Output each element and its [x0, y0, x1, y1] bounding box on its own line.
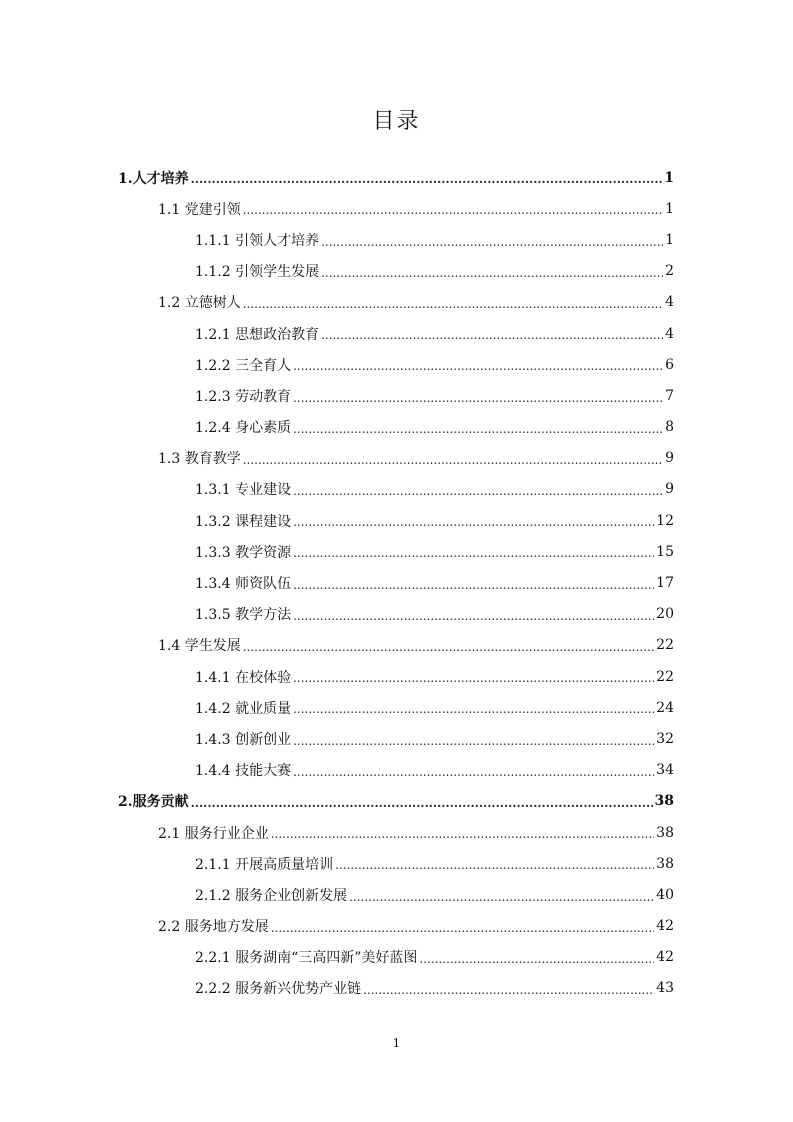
dot-leader: [293, 609, 654, 630]
toc-entry[interactable]: [0, 505, 793, 536]
toc-entry-label: 1.2.2 三全育人: [195, 357, 292, 374]
toc-entry-page: 22: [656, 668, 674, 685]
toc-entry[interactable]: [0, 817, 793, 848]
toc-entry-label: 1.2 立德树人: [158, 295, 241, 312]
toc-entry-page: 7: [665, 387, 674, 404]
toc-entry-page: 42: [656, 918, 674, 935]
toc-entry[interactable]: [0, 349, 793, 380]
toc-entry-label: 2.2.2 服务新兴优势产业链: [195, 981, 362, 998]
toc-entry[interactable]: [0, 162, 793, 193]
toc-entry-label: 1.3.4 师资队伍: [195, 576, 292, 593]
toc-entry-label: 1.4.2 就业质量: [195, 700, 292, 717]
toc-entry[interactable]: [0, 786, 793, 817]
toc-entry-label: 1.3.1 专业建设: [195, 482, 292, 499]
toc-entry-page: 24: [656, 699, 674, 716]
toc-entry[interactable]: [0, 287, 793, 318]
toc-entry[interactable]: [0, 380, 793, 411]
toc-entry-label: 1.3.3 教学资源: [195, 544, 292, 561]
toc-entry-label: 1.1.1 引领人才培养: [195, 232, 320, 249]
toc-entry-page: 40: [656, 886, 674, 903]
dot-leader: [293, 734, 654, 755]
dot-leader: [293, 671, 654, 692]
dot-leader: [335, 858, 654, 879]
dot-leader: [321, 266, 663, 287]
dot-leader: [349, 890, 654, 911]
toc-entry-page: 20: [656, 606, 674, 623]
toc-entry-label: 2.1 服务行业企业: [158, 825, 269, 842]
toc-entry[interactable]: [0, 256, 793, 287]
dot-leader: [293, 391, 663, 412]
toc-entry-page: 8: [665, 419, 674, 436]
toc-entry[interactable]: [0, 973, 793, 1004]
toc-entry-label: 1.2.4 身心素质: [195, 420, 292, 437]
toc-entry-page: 1: [664, 169, 674, 186]
toc-entry-label: 2.2 服务地方发展: [158, 919, 269, 936]
toc-entry-label: 1.人才培养: [118, 170, 189, 187]
dot-leader: [191, 172, 663, 193]
dot-leader: [293, 578, 654, 599]
toc-entry-page: 12: [656, 512, 674, 529]
toc-entry-page: 15: [656, 543, 674, 560]
toc-entry[interactable]: [0, 224, 793, 255]
table-of-contents: [0, 162, 793, 1004]
toc-entry[interactable]: [0, 599, 793, 630]
toc-entry-page: 2: [665, 263, 674, 280]
toc-entry-label: 1.3.5 教学方法: [195, 607, 292, 624]
dot-leader: [243, 640, 654, 661]
toc-entry-label: 1.3 教育教学: [158, 451, 241, 468]
toc-entry-page: 1: [665, 200, 674, 217]
toc-entry-label: 1.1 党建引领: [158, 201, 241, 218]
toc-entry[interactable]: [0, 567, 793, 598]
dot-leader: [293, 422, 663, 443]
dot-leader: [243, 203, 663, 224]
dot-leader: [271, 827, 654, 848]
toc-entry[interactable]: [0, 318, 793, 349]
toc-entry-label: 2.1.2 服务企业创新发展: [195, 887, 348, 904]
toc-entry-page: 38: [654, 793, 674, 810]
toc-entry-label: 1.1.2 引领学生发展: [195, 264, 320, 281]
toc-entry-page: 1: [665, 231, 674, 248]
toc-entry-label: 1.2.1 思想政治教育: [195, 326, 320, 343]
dot-leader: [419, 952, 654, 973]
dot-leader: [293, 484, 663, 505]
toc-entry-page: 32: [656, 730, 674, 747]
toc-entry-page: 34: [656, 762, 674, 779]
toc-entry-page: 9: [665, 450, 674, 467]
toc-entry-page: 17: [656, 575, 674, 592]
toc-entry-label: 2.服务贡献: [118, 794, 189, 811]
toc-entry[interactable]: [0, 692, 793, 723]
toc-entry[interactable]: [0, 443, 793, 474]
toc-entry-page: 22: [656, 637, 674, 654]
dot-leader: [293, 359, 663, 380]
toc-entry[interactable]: [0, 723, 793, 754]
toc-entry-page: 43: [656, 980, 674, 997]
toc-entry[interactable]: [0, 536, 793, 567]
toc-entry-page: 42: [656, 949, 674, 966]
toc-entry-label: 1.4.3 创新创业: [195, 731, 292, 748]
toc-entry-page: 38: [656, 824, 674, 841]
dot-leader: [293, 546, 654, 567]
toc-entry-page: 4: [665, 294, 674, 311]
toc-entry[interactable]: [0, 911, 793, 942]
dot-leader: [363, 983, 654, 1004]
toc-entry-label: 1.4.1 在校体验: [195, 669, 292, 686]
dot-leader: [293, 765, 654, 786]
toc-entry[interactable]: [0, 879, 793, 910]
dot-leader: [243, 297, 663, 318]
toc-entry[interactable]: [0, 630, 793, 661]
toc-entry-label: 1.4 学生发展: [158, 638, 241, 655]
toc-entry[interactable]: [0, 412, 793, 443]
toc-entry-label: 1.2.3 劳动教育: [195, 388, 292, 405]
toc-entry-page: 38: [656, 855, 674, 872]
toc-entry-page: 9: [665, 481, 674, 498]
toc-entry-page: 4: [665, 325, 674, 342]
toc-entry[interactable]: [0, 474, 793, 505]
toc-entry-label: 2.1.1 开展高质量培训: [195, 856, 334, 873]
dot-leader: [321, 235, 663, 256]
dot-leader: [191, 796, 653, 817]
dot-leader: [271, 921, 654, 942]
toc-entry-label: 1.4.4 技能大赛: [195, 763, 292, 780]
page-number: 1: [392, 1036, 401, 1050]
toc-entry-page: 6: [665, 356, 674, 373]
dot-leader: [293, 515, 654, 536]
toc-entry-label: 2.2.1 服务湖南“三高四新”美好蓝图: [195, 950, 418, 967]
toc-entry[interactable]: [0, 661, 793, 692]
dot-leader: [243, 453, 663, 474]
toc-entry[interactable]: [0, 848, 793, 879]
dot-leader: [321, 328, 663, 349]
dot-leader: [293, 702, 654, 723]
toc-entry[interactable]: [0, 755, 793, 786]
toc-entry-label: 1.3.2 课程建设: [195, 513, 292, 530]
toc-entry[interactable]: [0, 193, 793, 224]
toc-title: 目录: [372, 109, 421, 134]
toc-entry[interactable]: [0, 942, 793, 973]
